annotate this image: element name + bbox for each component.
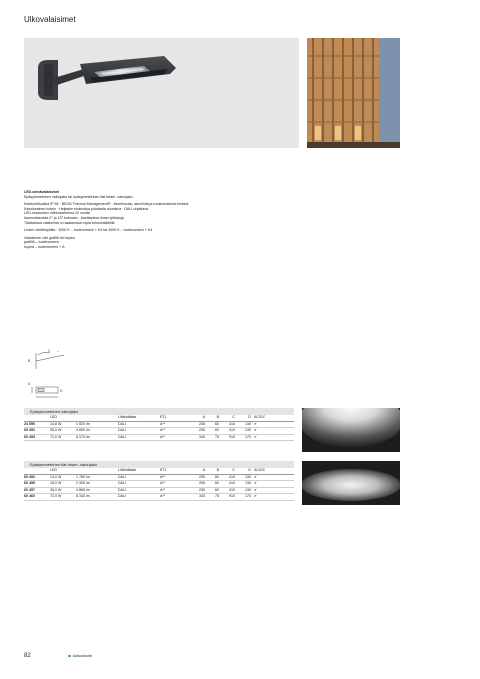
section-title: Epäsymmetrinen valonjako (24, 408, 294, 415)
description-line: Valaisimen väri grafitti tai hopea (24, 235, 75, 240)
description-line: Kotelointiluokka IP 66 · BEGA Thermal Management® · Alumiinivalu, alumiinia ja ruostumatonta terästä (24, 202, 189, 207)
check-icon: ✔ (254, 494, 294, 501)
col-header: B (208, 468, 222, 474)
cell-etl: A** (160, 428, 190, 435)
description-heading: LED-seinävalaisimet (24, 190, 59, 194)
section-title: Epäsymmetrinen flat beam -valonjako (24, 461, 294, 468)
cell-lumen: 1 820 lm (76, 421, 118, 428)
check-icon: ✔ (254, 487, 294, 494)
cell-etl: A** (160, 494, 190, 501)
cell-c: 410 (222, 481, 238, 488)
page-number: 82 (24, 653, 31, 659)
cell-a: 255 (190, 428, 208, 435)
table-row (24, 421, 294, 428)
cell-b: 60 (208, 481, 222, 488)
col-header: A (190, 415, 208, 421)
check-icon: ✔ (254, 474, 294, 481)
col-header: D (238, 468, 254, 474)
cell-d: 130 (238, 487, 254, 494)
legend-label: Uutuustuote (72, 654, 92, 658)
check-icon: ✔ (254, 421, 294, 428)
description-line: Tilattavissa valaisimia on saatavissa myös tehonsäädöllä (24, 220, 115, 225)
article-code: 60 453 (24, 434, 50, 441)
article-code: 60 451 (24, 428, 50, 435)
dim-label-dash: – (57, 349, 59, 353)
check-icon: ✔ (254, 428, 294, 435)
article-code: 60 460 (24, 494, 50, 501)
table-row (24, 494, 294, 501)
spec-table (24, 415, 294, 441)
cell-control: DALI (118, 474, 160, 481)
table-row (24, 428, 294, 435)
cell-c: 410 (222, 474, 238, 481)
cell-lumen: 8 340 lm (76, 494, 118, 501)
article-code: 60 452 (24, 474, 50, 481)
check-icon: ✔ (254, 434, 294, 441)
check-icon: ✔ (254, 481, 294, 488)
cell-led: 14,8 W (50, 421, 76, 428)
cell-a: 340 (190, 494, 208, 501)
article-code: 60 457 (24, 487, 50, 494)
col-header: A (190, 468, 208, 474)
cell-b: 75 (208, 434, 222, 441)
description-line: Leden värilämpötila · 3000 K – tuotenumero + K3 tai 4000 K – tuotenumero + K4 (24, 228, 153, 233)
cell-etl: A** (160, 487, 190, 494)
col-header: LED (50, 468, 76, 474)
cell-c: 410 (222, 487, 238, 494)
article-code: 60 455 (24, 481, 50, 488)
cell-a: 255 (190, 474, 208, 481)
cell-a: 255 (190, 487, 208, 494)
cell-control: DALI (118, 494, 160, 501)
light-distribution-image (302, 408, 400, 452)
cell-a: 255 (190, 421, 208, 428)
cell-a: 255 (190, 481, 208, 488)
table-row (24, 481, 294, 488)
cell-d: 130 (238, 421, 254, 428)
cell-etl: A** (160, 434, 190, 441)
cell-b: 60 (208, 487, 222, 494)
cell-b: 75 (208, 494, 222, 501)
cell-c: 410 (222, 428, 238, 435)
description-line: Kaksiosainen kotelo · Heijastin eloksoitua puhdasta alumiinia · DALI-ohjattava (24, 206, 149, 211)
cell-etl: A** (160, 474, 190, 481)
description-line: LED-moduulien vaihtoasetelma 20 vuotta (24, 211, 90, 216)
cell-control: DALI (118, 481, 160, 488)
col-header: Liitäntäkate (118, 468, 160, 474)
cell-c: 910 (222, 494, 238, 501)
col-header: ETL (160, 415, 190, 421)
col-header: AC/DC (254, 468, 294, 474)
light-distribution-image (302, 461, 400, 505)
cell-d: 130 (238, 428, 254, 435)
dimension-drawing (24, 347, 84, 409)
article-code: 24 550 (24, 421, 35, 426)
wall-luminaire-drawing (24, 38, 299, 148)
cell-lumen: 4 650 lm (76, 428, 118, 435)
col-header: LED (50, 415, 76, 421)
cell-control: DALI (118, 487, 160, 494)
dim-label-a: A (28, 382, 31, 386)
dim-label-d: D (60, 389, 63, 393)
description-line: grafiitti – tuotenumero (24, 240, 59, 245)
description-line: hopea – tuotenumero + A (24, 244, 65, 249)
cell-control: DALI (118, 434, 160, 441)
col-header: C (222, 468, 238, 474)
cell-c: 910 (222, 434, 238, 441)
cell-d: 130 (238, 481, 254, 488)
cell-d: 170 (238, 434, 254, 441)
cell-lumen: 2 305 lm (76, 481, 118, 488)
cell-control: DALI (118, 421, 160, 428)
spec-section-flat-beam (24, 461, 294, 501)
cell-lumen: 8 070 lm (76, 434, 118, 441)
cell-lumen: 4 865 lm (76, 487, 118, 494)
dim-label-c: C (48, 349, 51, 353)
product-description (24, 190, 324, 250)
cell-etl: A** (160, 481, 190, 488)
cell-c: 410 (222, 421, 238, 428)
cell-d: 130 (238, 474, 254, 481)
col-header: B (208, 415, 222, 421)
col-header: Liitäntäkate (118, 415, 160, 421)
cell-led: 72,0 W (50, 434, 76, 441)
cell-led: 18,0 W (50, 481, 76, 488)
cell-control: DALI (118, 428, 160, 435)
col-header: D (238, 415, 254, 421)
table-row (24, 434, 294, 441)
cell-b: 60 (208, 474, 222, 481)
cell-led: 35,0 W (50, 428, 76, 435)
cell-d: 170 (238, 494, 254, 501)
cell-led: 35,0 W (50, 487, 76, 494)
description-line: Asennettavissa 0° ja 15° kulmaan · Asettavissa ilman työkaluja (24, 215, 124, 220)
cell-led: 72,0 W (50, 494, 76, 501)
spec-table (24, 468, 294, 501)
new-product-dot-icon (68, 655, 71, 658)
cell-lumen: 1 780 lm (76, 474, 118, 481)
col-header: ETL (160, 468, 190, 474)
col-header: AC/DC (254, 415, 294, 421)
description-line: Epäsymmetrinen valonjako tai epäsymmetrinen flat beam -valonjako (24, 194, 133, 199)
cell-led: 14,0 W (50, 474, 76, 481)
footer-legend (68, 654, 92, 658)
cell-b: 60 (208, 428, 222, 435)
table-row (24, 474, 294, 481)
page-title: Ulkovalaisimet (24, 15, 76, 24)
cell-a: 340 (190, 434, 208, 441)
cell-etl: A** (160, 421, 190, 428)
dim-label-b: B (28, 359, 31, 363)
building-facade-photo (307, 38, 400, 148)
col-header: C (222, 415, 238, 421)
spec-section-asymmetric (24, 408, 294, 441)
wall-luminaire-product-image (24, 38, 299, 148)
cell-b: 60 (208, 421, 222, 428)
table-row (24, 487, 294, 494)
